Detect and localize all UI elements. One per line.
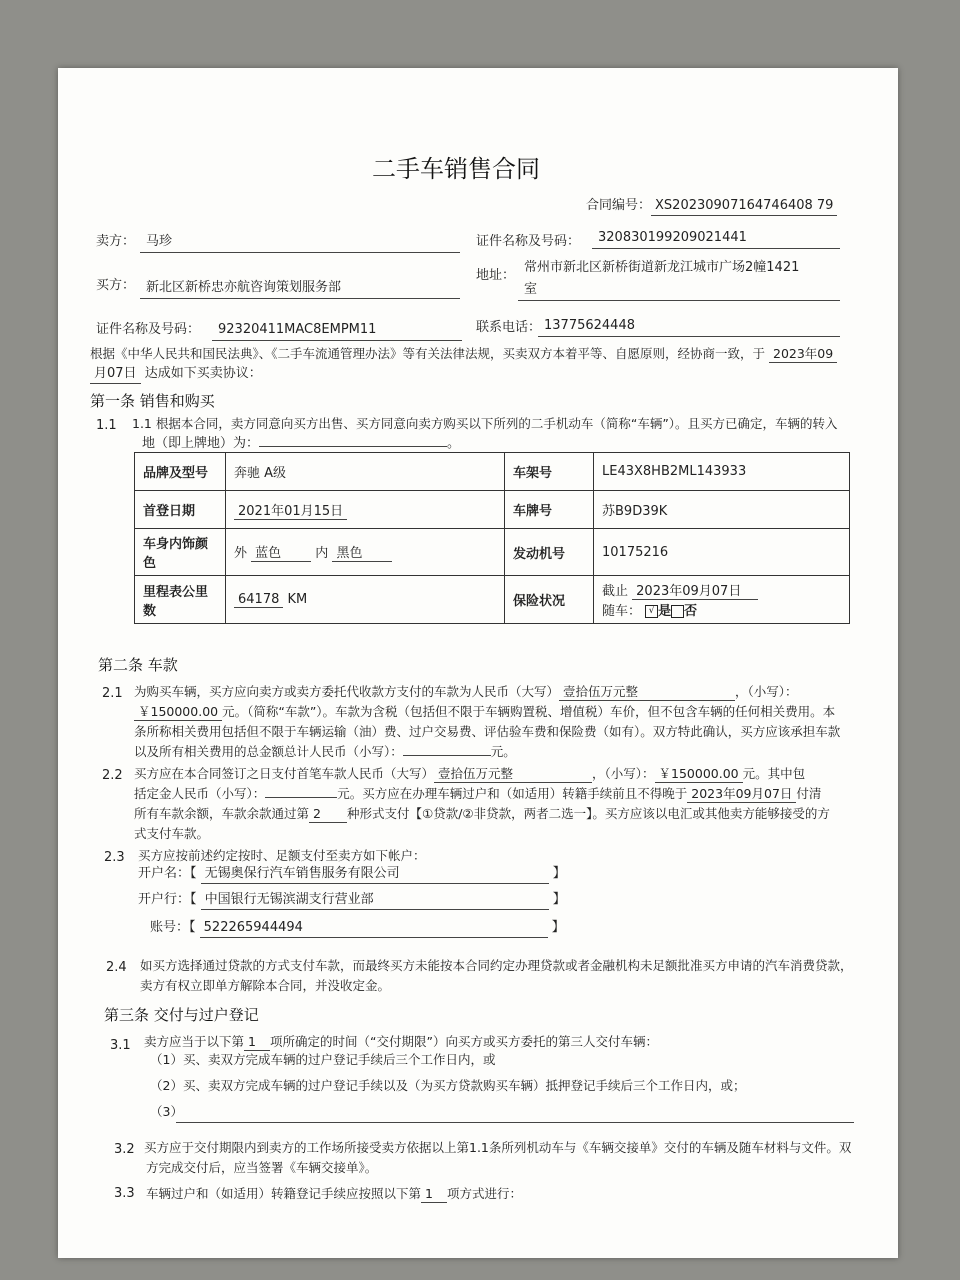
seller-name-underline — [140, 252, 460, 253]
account-name-row — [138, 866, 566, 884]
clause-3-1-number: 3.1 — [110, 1038, 131, 1053]
buyer-label: 买方： — [96, 278, 136, 293]
reg-date-value: 2021年01月15日 — [234, 500, 347, 520]
article1-title: 第一条 销售和购买 — [90, 392, 215, 410]
table-row — [135, 453, 850, 491]
clause-2-4-number: 2.4 — [106, 960, 127, 975]
clause-2-2-text-h: 种形式支付【①贷款/②非贷款，两者二选一】。买方应该以电汇或其他卖方能够接受的方 — [347, 806, 830, 821]
reg-date-cell — [226, 491, 505, 529]
insurance-no-label: 否 — [684, 604, 698, 619]
insurance-until-label: 截止 — [602, 584, 629, 599]
clause-1-1-text: 地（即上牌地）为： — [142, 436, 260, 451]
total-amount-blank — [403, 755, 491, 756]
clause-2-2-line2 — [134, 786, 821, 803]
payment-method: 2 — [309, 806, 347, 823]
plate-label: 车牌号 — [505, 491, 594, 529]
account-number-label: 账号：【 — [150, 920, 196, 935]
phone: 13775624448 — [544, 318, 635, 333]
table-row — [135, 491, 850, 529]
color-cell — [226, 529, 505, 576]
clause-3-2-line2: 方完成交付后，应当签署《车辆交接单》。 — [146, 1160, 378, 1175]
reg-date-label: 首登日期 — [135, 491, 226, 529]
contract-number-value: XS20230907164746408 79 — [651, 198, 837, 216]
seller-name: 马珍 — [146, 234, 173, 249]
clause-2-3-text: 买方应按前述约定按时、足额支付至卖方如下帐户： — [138, 848, 426, 863]
first-payment-in-words: 壹拾伍万元整 — [434, 766, 592, 783]
address-label: 地址： — [476, 268, 516, 283]
insurance-with-row — [602, 600, 841, 619]
mileage-cell — [226, 576, 505, 624]
insurance-until-row — [602, 580, 841, 600]
account-bank-value: 中国银行无锡滨湖支行营业部 — [201, 892, 549, 910]
color-out-value: 蓝色 — [251, 542, 311, 562]
preamble-date-part1: 2023年09 — [769, 346, 837, 363]
buyer-id-label: 证件名称及号码： — [96, 322, 201, 337]
buyer-name: 新北区新桥忠亦航咨询策划服务部 — [146, 280, 342, 295]
insurance-with-label: 随车： — [602, 604, 642, 619]
insurance-until-value: 2023年09月07日 — [632, 580, 758, 600]
engine-label: 发动机号 — [505, 529, 594, 576]
clause-2-1-text-a: 为购买车辆，买方应向卖方或卖方委托代收款方支付的车款为人民币（大写） — [134, 684, 560, 699]
account-number-row — [150, 920, 565, 938]
clause-2-1-line4 — [134, 744, 516, 760]
clause-2-2-line4: 式支付车款。 — [134, 826, 210, 841]
table-row — [135, 576, 850, 624]
mileage-value: 64178 — [234, 592, 283, 608]
account-number-bracket: 】 — [551, 920, 565, 935]
preamble-text: 根据《中华人民共和国民法典》、《二手车流通管理办法》等有关法律法规，买卖双方本着平等、自愿原则，经协商一致，于 — [90, 346, 766, 361]
register-location-blank — [259, 446, 447, 447]
account-name-label: 开户名：【 — [138, 866, 197, 881]
engine-value: 10175216 — [594, 529, 850, 576]
color-in-label: 内 — [315, 546, 329, 561]
clause-2-4-line2: 卖方有权立即单方解除本合同，并没收定金。 — [140, 978, 391, 993]
vehicle-table — [134, 452, 850, 624]
buyer-id-underline — [212, 340, 462, 341]
insurance-yes-checkbox[interactable]: √ — [645, 605, 658, 618]
address-underline — [518, 300, 840, 301]
vin-value: LE43X8HB2ML143933 — [594, 453, 850, 491]
contract-page — [58, 68, 898, 1258]
insurance-label: 保险状况 — [505, 576, 594, 624]
insurance-no-checkbox[interactable] — [671, 605, 684, 618]
clause-1-1-number: 1.1 — [96, 418, 117, 433]
brand-value: 奔驰 A级 — [226, 453, 505, 491]
article2-title: 第二条 车款 — [98, 656, 178, 674]
clause-3-3-line1 — [146, 1186, 522, 1203]
delivery-item-number: 1 — [244, 1034, 270, 1051]
color-out-label: 外 — [234, 546, 248, 561]
clause-3-1-text-a: 卖方应当于以下第 — [144, 1034, 245, 1049]
contract-number-label: 合同编号： — [586, 198, 652, 213]
clause-2-1-number: 2.1 — [102, 686, 123, 701]
clause-1-1-end: 。 — [447, 436, 461, 451]
seller-label: 卖方： — [96, 234, 136, 249]
clause-3-1-option3: （3） — [150, 1104, 183, 1119]
clause-3-1-text-b: 项所确定的时间（“交付期限”）向买方或买方委托的第三人交付车辆： — [270, 1034, 658, 1049]
contract-title: 二手车销售合同 — [372, 155, 540, 183]
clause-2-1-text-e: 以及所有相关费用的总金额总计人民币（小写）： — [134, 744, 403, 759]
vin-label: 车架号 — [505, 453, 594, 491]
account-name-bracket: 】 — [552, 866, 566, 881]
preamble-date-part2: 月07日 — [90, 366, 141, 384]
first-payment-in-figures: ￥150000.00 — [655, 766, 743, 783]
insurance-yes-label: 是 — [658, 604, 672, 619]
clause-2-1-text-c: 元。（简称“车款”）。车款为含税（包括但不限于车辆购置税、增值税）车价，但不包含车辆的任何相关费用。本 — [222, 704, 836, 719]
clause-3-3-text-b: 项方式进行： — [447, 1186, 523, 1201]
transfer-item-number: 1 — [421, 1186, 447, 1203]
phone-label: 联系电话： — [476, 320, 542, 335]
clause-2-2-text-e: 元。买方应在办理车辆过户和（如适用）转籍手续前且不得晚于 — [337, 786, 688, 801]
clause-2-3-number: 2.3 — [104, 850, 125, 865]
address-line2: 室 — [524, 282, 538, 297]
clause-3-1-option2: （2）买、卖双方完成车辆的过户登记手续以及（为买方贷款购买车辆）抵押登记手续后三个工作日内，或； — [150, 1078, 746, 1093]
insurance-cell — [594, 576, 850, 624]
seller-id: 320830199209021441 — [598, 230, 747, 245]
clause-1-1-line1: 1.1 根据本合同，卖方同意向买方出售、买方同意向卖方购买以下所列的二手机动车（简称“车辆”）。且买方已确定，车辆的转入 — [132, 416, 838, 431]
color-in-value: 黑色 — [332, 542, 392, 562]
clause-3-1-line1 — [144, 1034, 658, 1051]
seller-id-label: 证件名称及号码： — [476, 234, 581, 249]
clause-3-2-line1: 买方应于交付期限内到卖方的工作场所接受卖方依据以上第1.1条所列机动车与《车辆交接单》交付的车辆及随车材料与文件。双 — [144, 1140, 852, 1155]
table-row — [135, 529, 850, 576]
clause-2-2-text-f: 付清 — [796, 786, 822, 801]
account-bank-label: 开户行：【 — [138, 892, 197, 907]
article3-title: 第三条 交付与过户登记 — [104, 1006, 259, 1024]
price-in-figures: ￥150000.00 — [134, 704, 222, 721]
clause-1-1-line2 — [142, 436, 460, 453]
clause-3-3-number: 3.3 — [114, 1186, 135, 1201]
clause-2-2-text-g: 所有车款余额，车款余款通过第 — [134, 806, 310, 821]
plate-value: 苏B9D39K — [594, 491, 850, 529]
clause-3-3-text-a: 车辆过户和（如适用）转籍登记手续应按照以下第 — [146, 1186, 422, 1201]
preamble-line1 — [90, 346, 837, 363]
price-in-words: 壹拾伍万元整 — [559, 684, 735, 701]
clause-2-1-line1 — [134, 684, 798, 701]
clause-2-1-line3: 条所称相关费用包括但不限于车辆运输（油）费、过户交易费、评估验车费和保险费（如有）。双方特此确认，买方应该承担车款 — [134, 724, 841, 739]
clause-2-2-text-b: ，（小写）： — [592, 766, 655, 781]
buyer-id: 92320411MAC8EMPM11 — [218, 322, 377, 337]
clause-2-1-text-f: 元。 — [490, 744, 516, 759]
clause-2-2-line1 — [134, 766, 805, 783]
clause-2-1-text-b: ，（小写）： — [735, 684, 798, 699]
seller-id-underline — [592, 248, 840, 249]
preamble-line2 — [90, 366, 262, 384]
preamble-text-2: 达成如下买卖协议： — [144, 366, 262, 381]
brand-label: 品牌及型号 — [135, 453, 226, 491]
clause-3-2-number: 3.2 — [114, 1142, 135, 1157]
clause-2-1-line2 — [134, 704, 835, 721]
clause-2-4-line1: 如买方选择通过贷款的方式支付车款，而最终买方未能按本合同约定办理贷款或者金融机构未足额批准买方申请的汽车消费贷款， — [140, 958, 853, 973]
account-name-value: 无锡奥保行汽车销售服务有限公司 — [201, 866, 549, 884]
clause-2-2-number: 2.2 — [102, 768, 123, 783]
clause-2-2-text-d: 括定金人民币（小写）： — [134, 786, 266, 801]
address-line1: 常州市新北区新桥街道新龙江城市广场2幢1421 — [524, 260, 800, 275]
account-bank-row — [138, 892, 566, 910]
option3-blank — [176, 1122, 854, 1123]
buyer-name-underline — [140, 298, 460, 299]
contract-number — [586, 198, 837, 216]
account-number-value: 522265944494 — [200, 920, 548, 938]
clause-3-1-option1: （1）买、卖双方完成车辆的过户登记手续后三个工作日内，或 — [150, 1052, 496, 1067]
mileage-unit: KM — [287, 591, 308, 607]
clause-2-2-line3 — [134, 806, 830, 823]
mileage-label: 里程表公里数 — [135, 576, 226, 624]
balance-due-date: 2023年09月07日 — [687, 786, 796, 803]
clause-2-2-text-c: 元。其中包 — [742, 766, 806, 781]
account-bank-bracket: 】 — [552, 892, 566, 907]
color-label: 车身内饰颜色 — [135, 529, 226, 576]
clause-2-2-text-a: 买方应在本合同签订之日支付首笔车款人民币（大写） — [134, 766, 435, 781]
phone-underline — [538, 336, 840, 337]
deposit-blank — [265, 797, 337, 798]
